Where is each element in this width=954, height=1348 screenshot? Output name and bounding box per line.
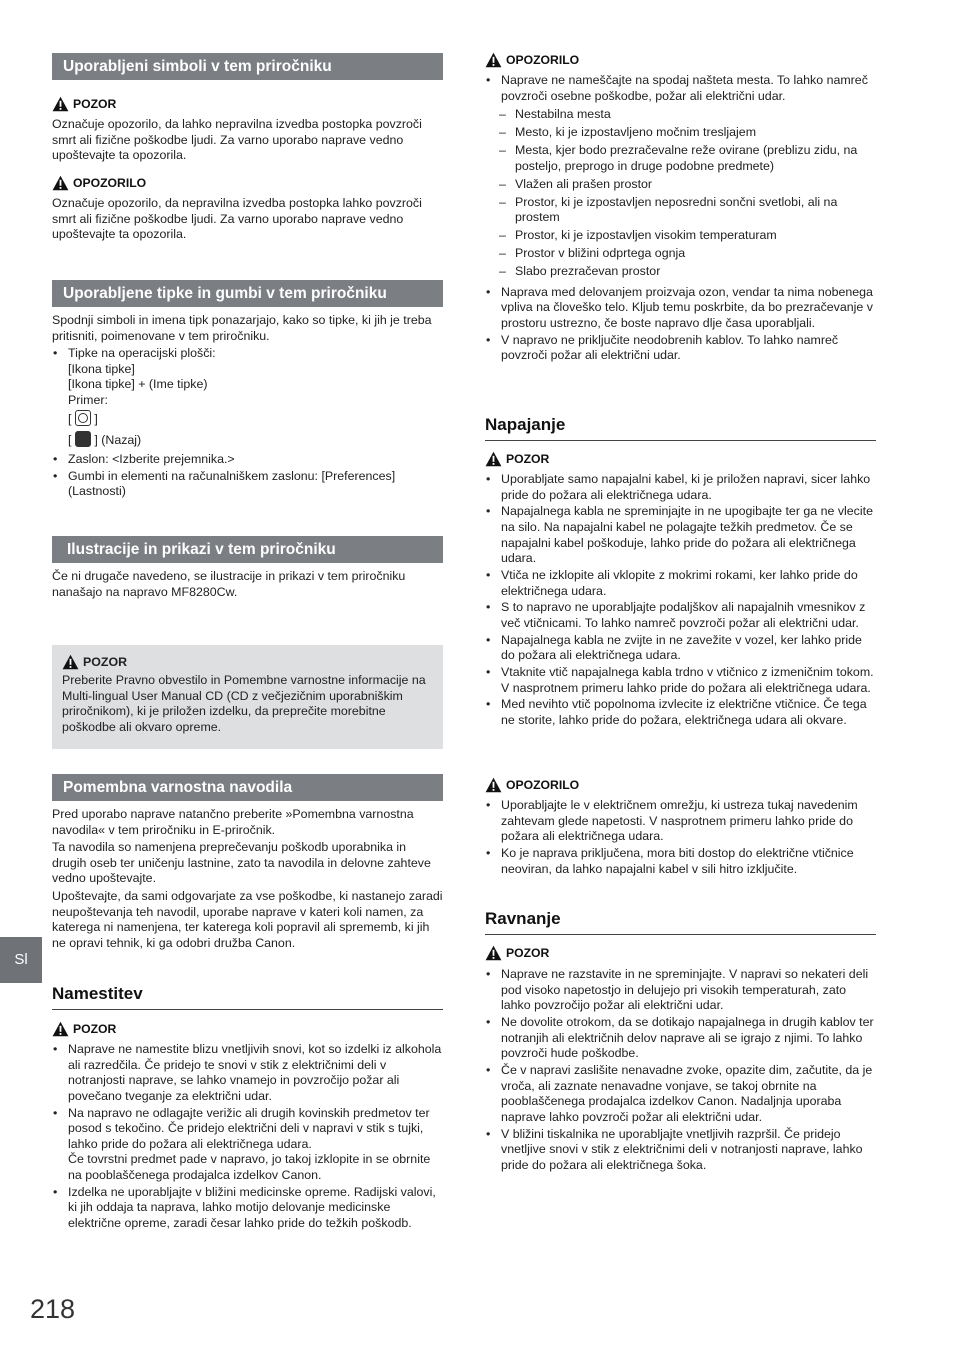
section-heading-illustrations: Ilustracije in prikazi v tem priročniku [52,536,443,563]
placement-warnings [485,73,876,364]
dash-item: – Prostor, ki je izpostavljen neposredni sončni svetlobi, ali na prostem [499,195,876,226]
list-item: • Na napravo ne odlagajte verižic ali drugih kovinskih predmetov ter posod s tekočino. Če pridejo električni deli v napravi v stik s tujki, lahko pride do požara ali električnega udara. Če tovrstni predmet pade v napravo, jo takoj izklopite in se obrnite na pooblaščenega prodajalca izdelkov Canon. [52,1106,443,1184]
key-example-1: [ ] [68,411,98,426]
list-item: • Naprave ne nameščajte na spodaj našteta mesta. To lahko namreč povzroči osebne poškodbe, požar ali električni udar. – Nestabilna mesta – Mesto, ki je izpostavljeno močnim tresljajem – Mesta, kjer bodo prezračevalne reže ovirane (preblizu zidu, na posteljo, preprogo in druge podobne predmete) – Vlažen ali prašen prostor – Prostor, ki je izpostavljen neposredni sončni svetlobi, ali na prostem – Prostor, ki je izpostavljen visokim temperaturam – Prostor v bližini odprtega ognja – Slabo prezračevan prostor [485,73,876,280]
dash-item: – Vlažen ali prašen prostor [499,177,876,193]
pozor-label: POZOR [52,1021,116,1037]
section-heading-symbols: Uporabljeni simboli v tem priročniku [52,53,443,80]
opozorilo-label: OPOZORILO [485,777,579,793]
list-item: • Vtaknite vtič napajalnega kabla trdno v vtičnico z izmeničnim tokom. V nasprotnem primeru lahko pride do požara ali električnega udara. [485,665,876,696]
opozorilo-label-text: OPOZORILO [73,176,147,190]
key-icon [75,410,91,426]
list-item: • Zaslon: <Izberite prejemnika.> [52,452,443,468]
handling-list [485,967,876,1173]
list-item: • Ne dovolite otrokom, da se dotikajo napajalnega in drugih kablov ter notranjih ali električnih delov naprave ali se igrajo z njimi. To lahko povzroči hude poškodbe. [485,1015,876,1062]
list-item: • Če v napravi zaslišite nenavadne zvoke, opazite dim, začutite, da je vroča, ali zaznate nenavadne vonjave, se takoj obrnite na pooblaščenega prodajalca izdelkov Canon. Nadaljnja uporaba naprave lahko povzroči požar ali električni udar. [485,1063,876,1125]
warning-triangle-icon [485,777,502,793]
power-pozor-list [485,472,876,729]
section-heading-power: Napajanje [485,415,876,441]
list-item: • S to napravo ne uporabljajte podaljškov ali napajalnih vmesnikov z več vtičnicami. To lahko namreč povzroči požar ali električni udar. [485,600,876,631]
list-item: • Naprave ne namestite blizu vnetljivih snovi, kot so izdelki iz alkohola ali razredčila. Če pridejo te snovi v stik z električnimi deli v notranjosti naprave, se lahko vnamejo in povzročijo požar ali povečano tveganje za električni udar. [52,1042,443,1104]
section-heading-keys: Uporabljene tipke in gumbi v tem priročniku [52,280,443,307]
dash-item: – Slabo prezračevan prostor [499,264,876,280]
section-heading-installation: Namestitev [52,984,443,1010]
list-item: • Napajalnega kabla ne zvijte in ne zavežite v vozel, ker lahko pride do požara ali električnega udara. [485,633,876,664]
warning-triangle-icon [485,52,502,68]
list-item: • Naprava med delovanjem proizvaja ozon, vendar ta nima nobenega vpliva na človeško telo. Kljub temu poskrbite, da bo prezračevanje v prostoru ustrezno, če boste napravo dlje časa uporabljali. [485,285,876,332]
warning-triangle-icon [485,945,502,961]
safety-paragraph: Upoštevajte, da sami odgovarjate za vse poškodbe, ki nastanejo zaradi neupoštevanja teh navodil, uporabe naprave v kateri koli namen, za katerega ni namenjena, ter katerega koli popravil ali sprememb, ki jih ne opravi tehnik, ki ga odobri družba Canon. [52,888,443,950]
dash-item: – Mesto, ki je izpostavljeno močnim tresljajem [499,125,876,141]
notice-box [52,645,443,749]
opozorilo-label: OPOZORILO [485,52,579,68]
notice-label: POZOR [62,654,433,670]
section-heading-safety: Pomembna varnostna navodila [52,774,443,801]
safety-paragraph: Pred uporabo naprave natančno preberite »Pomembna varnostna navodila« v tem priročniku in E-priročnik. [52,807,414,837]
warning-triangle-icon [52,96,69,112]
illustrations-text: Če ni drugače navedeno, se ilustracije in prikazi v tem priročniku nanašajo na napravo MF8280Cw. [52,569,406,599]
list-item: • Naprave ne razstavite in ne spreminjajte. V napravi so nekateri deli pod visoko napetostjo in delujejo pri visokih temperaturah, zato lahko povzročijo požar ali električni udar. [485,967,876,1014]
key-example-2: [ ] (Nazaj) [68,432,142,447]
pozor-label [52,96,116,112]
safety-paragraph: Ta navodila so namenjena preprečevanju poškodb uporabnika in drugih oseb ter uničenju lastnine, zato ta navodila in delovne zahteve vedno upoštevajte. [52,840,431,886]
list-item: • V napravo ne priključite neodobrenih kablov. To lahko namreč povzroči požar ali električni udar. [485,333,876,364]
dash-item: – Prostor v bližini odprtega ognja [499,246,876,262]
warning-triangle-icon [485,451,502,467]
list-item: • Gumbi in elementi na računalniškem zaslonu: [Preferences] (Lastnosti) [52,469,443,500]
list-item: • Uporabljate samo napajalni kabel, ki je priložen napravi, sicer lahko pride do požara ali električnega udara. [485,472,876,503]
list-item: • Uporabljajte le v električnem omrežju, ki ustreza tukaj navedenim zahtevam glede napetosti. V nasprotnem primeru lahko pride do požara ali električnega udara. [485,798,876,845]
notice-text: Preberite Pravno obvestilo in Pomembne varnostne informacije na Multi-lingual User Manual CD (CD z večjezičnim uporabniškim priročnikom), ki je priložen izdelku, da preprečite morebitne poškodbe ali okvaro opreme. [62,673,426,734]
power-opozorilo-list [485,798,876,877]
back-key-icon [75,431,91,447]
page-number: 218 [30,1294,76,1324]
list-item: • V bližini tiskalnika ne uporabljajte vnetljivih razpršil. Če pridejo vnetljive snovi v stik z električnimi deli v notranjosti naprave, lahko pride do požara ali električnega šoka. [485,1127,876,1174]
opozorilo-description: Označuje opozorilo, da nepravilna izvedba postopka lahko povzroči smrt ali fizične poškodbe ljudi. Za varno uporabo naprave vedno upoštevajte ta opozorila. [52,196,422,242]
installation-list [52,1042,443,1232]
dash-item: – Prostor, ki je izpostavljen visokim temperaturam [499,228,876,244]
pozor-description: Označuje opozorilo, da lahko nepravilna izvedba postopka povzroči smrt ali fizične poškodbe ljudi. Za varno uporabo naprave vedno upoštevajte ta opozorila. [52,117,422,163]
dash-item: – Mesta, kjer bodo prezračevalne reže ovirane (preblizu zidu, na posteljo, preprogo in druge podobne predmete) [499,143,876,174]
warning-triangle-icon [52,175,69,191]
safety-body [52,807,443,951]
section-heading-handling: Ravnanje [485,909,876,935]
keys-intro: Spodnji simboli in imena tipk ponazarjajo, kako so tipke, ki jih je treba pritisniti, poimenovane v tem priročniku. [52,313,432,343]
list-item: • Med nevihto vtič popolnoma izvlecite iz električne vtičnice. Če tega ne storite, lahko pride do požara, električnega udara ali okvare. [485,697,876,728]
dash-item: – Nestabilna mesta [499,107,876,123]
warning-triangle-icon [52,1021,69,1037]
list-item: • Izdelka ne uporabljajte v bližini medicinske opreme. Radijski valovi, ki jih oddaja ta naprava, lahko motijo delovanje medicinske električne opreme, zaradi česar lahko pride do težkih poškodb. [52,1185,443,1232]
list-item: • Vtiča ne izklopite ali vklopite z mokrimi rokami, ker lahko pride do električnega udara. [485,568,876,599]
dash-list [499,107,876,280]
opozorilo-label [52,175,146,191]
list-item: • Napajalnega kabla ne spreminjajte in ne upogibajte ter ga ne vlecite na silo. Na napajalni kabel ne polagajte težkih predmetov. Če se napajalni kabel poškoduje, lahko pride do požara ali električnega udara. [485,504,876,566]
pozor-label-text: POZOR [73,97,117,111]
list-item: • Ko je naprava priključena, mora biti dostop do električne vtičnice neoviran, da lahko napajalni kabel v sili hitro izključite. [485,846,876,877]
warning-triangle-icon [62,654,79,670]
pozor-label: POZOR [485,945,549,961]
language-tab: Sl [0,937,42,983]
pozor-label: POZOR [485,451,549,467]
list-item: • Tipke na operacijski plošči: [Ikona tipke] [Ikona tipke] + (Ime tipke) Primer: [ ] [ ] (Nazaj) [52,346,443,450]
keys-section-body [52,313,443,500]
